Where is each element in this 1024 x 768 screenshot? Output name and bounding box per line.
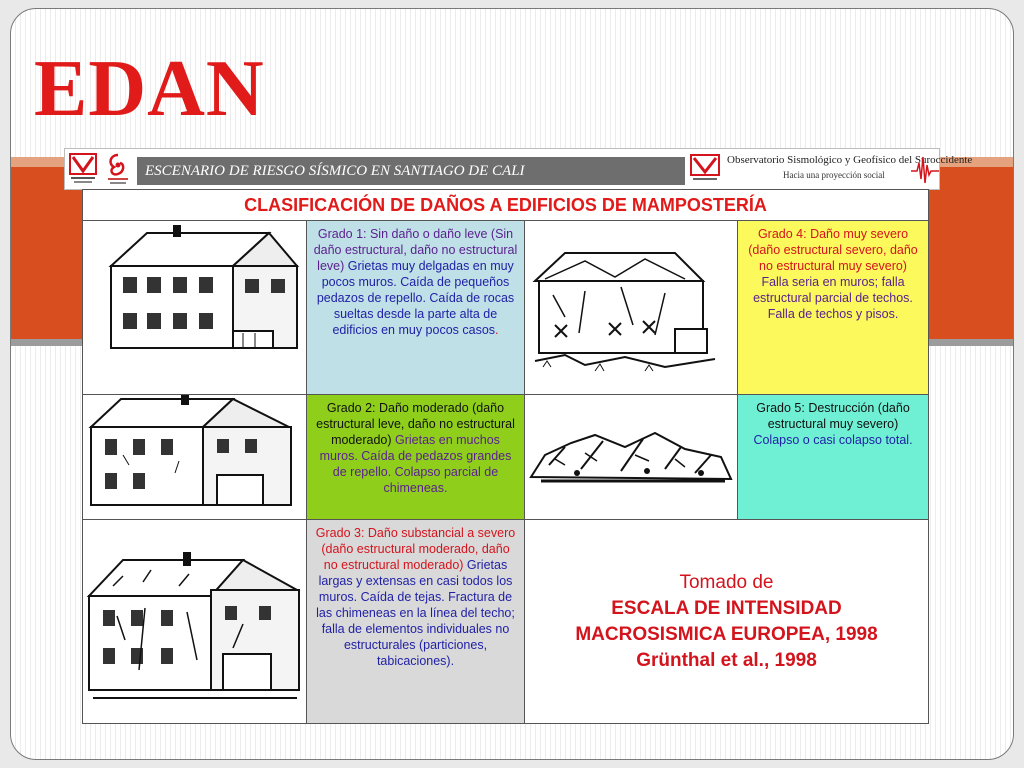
grade-1-period: . bbox=[495, 323, 499, 338]
grade-4-heading: Grado 4: Daño muy severo (daño estructural severo, daño no estructural muy severo) bbox=[748, 227, 918, 274]
building-grade-2 bbox=[83, 395, 307, 518]
building-grade-3 bbox=[83, 520, 307, 720]
scenario-banner: ESCENARIO DE RIESGO SÍSMICO EN SANTIAGO DE CALI bbox=[137, 157, 685, 185]
grade-5-description: Colapso o casi colapso total. bbox=[753, 432, 913, 447]
grade-2-description: Grietas en muchos muros. Caída de pedazos grandes de repello. Colapso parcial de chimeneas. bbox=[319, 432, 512, 495]
grade-3-description: Grietas largas y extensas en casi todos los muros. Caída de tejas. Fractura de las chimeneas en la línea del techo; falla de elementos individuales no estructurales (particiones, tabicaciones). bbox=[316, 558, 515, 669]
grade-1-description: Grietas muy delgadas en muy pocos muros. Caída de pequeños pedazos de repello. Caída de rocas sueltas desde la parte alta de edificios en muy pocos casos bbox=[316, 259, 515, 338]
damage-classification-table bbox=[82, 189, 929, 724]
grade-3-heading: Grado 3: Daño substancial a severo (daño estructural moderado, daño no estructural moderado) bbox=[315, 526, 516, 573]
source-citation bbox=[525, 520, 929, 724]
grade-4-cell bbox=[738, 221, 929, 394]
building-grade-4 bbox=[525, 221, 738, 391]
observatory-logo bbox=[687, 151, 973, 189]
grade-2-heading: Grado 2: Daño moderado (daño estructural leve, daño no estructural moderado) bbox=[316, 400, 515, 447]
building-grade-5 bbox=[525, 395, 738, 518]
building-image-grade-5 bbox=[525, 394, 738, 520]
source-line-4: Grünthal et al., 1998 bbox=[636, 649, 817, 671]
observatory-title: Observatorio Sismológico y Geofísico del Suroccidente bbox=[727, 154, 973, 166]
grade-3-cell bbox=[307, 520, 525, 724]
building-image-grade-2 bbox=[83, 394, 307, 520]
building-image-grade-3 bbox=[83, 520, 307, 724]
grade-4-extra: Falla de techos y pisos. bbox=[767, 307, 899, 322]
slide-title: EDAN bbox=[34, 45, 265, 133]
univalle-logo bbox=[689, 153, 723, 187]
source-line-2: ESCALA DE INTENSIDAD bbox=[611, 597, 842, 619]
building-image-grade-1 bbox=[83, 221, 307, 394]
univalle-logo bbox=[68, 152, 98, 186]
grade-5-cell bbox=[738, 394, 929, 520]
grade-1-heading: Grado 1: Sin daño o daño leve (Sin daño estructural, daño no estructural leve) bbox=[313, 227, 518, 274]
seismogram-icon bbox=[911, 153, 939, 187]
grade-4-description: Falla seria en muros; falla estructural parcial de techos. bbox=[753, 275, 913, 306]
ose-logo bbox=[103, 152, 133, 186]
source-line-3: MACROSISMICA EUROPEA, 1998 bbox=[575, 623, 878, 645]
grade-2-cell bbox=[307, 394, 525, 520]
building-grade-1 bbox=[83, 221, 307, 391]
table-title: CLASIFICACIÓN DE DAÑOS A EDIFICIOS DE MAMPOSTERÍA bbox=[83, 190, 929, 221]
source-line-1: Tomado de bbox=[679, 571, 774, 593]
grade-1-cell bbox=[307, 221, 525, 394]
grade-5-heading: Grado 5: Destrucción (daño estructural muy severo) bbox=[756, 400, 910, 431]
building-image-grade-4 bbox=[525, 221, 738, 394]
header-strip bbox=[64, 148, 973, 190]
observatory-tagline: Hacia una proyección social bbox=[783, 170, 885, 180]
